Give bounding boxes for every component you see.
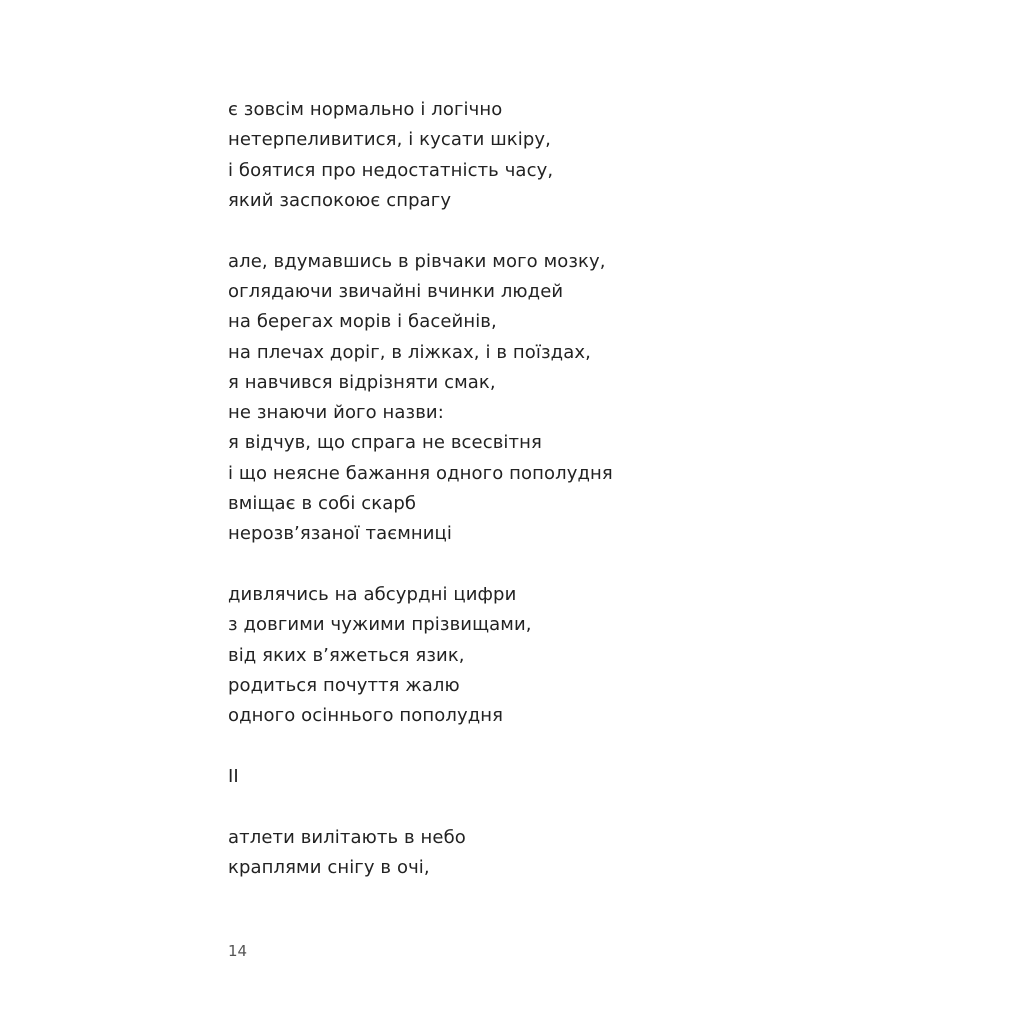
poem-line: я навчився відрізняти смак, [228, 371, 496, 393]
section-heading: II [228, 765, 239, 787]
poem-line [228, 550, 613, 580]
poem-line: нерозв’язаної таємниці [228, 523, 453, 545]
poem-line: є зовсім нормально і логічно [228, 99, 503, 120]
poem-line: який заспокоює спрагу [228, 189, 452, 211]
page-number: 14 [228, 942, 248, 960]
poem-line: з довгими чужими прізвищами, [228, 614, 532, 636]
poem-line [228, 216, 613, 246]
poem-line: атлети вилітають в небо [228, 826, 466, 848]
poem-line: від яких в’яжеться язик, [228, 644, 465, 666]
poem-line: краплями снігу в очі, [228, 856, 430, 878]
poem-line: на берегах морів і басейнів, [228, 311, 497, 333]
poem-line: оглядаючи звичайні вчинки людей [228, 280, 564, 302]
poem-line [228, 792, 613, 822]
poem-line: нетерпеливитися, і кусати шкіру, [228, 129, 551, 151]
poem-line: і що неясне бажання одного пополудня [228, 462, 613, 484]
poem-line: але, вдумавшись в рівчаки мого мозку, [228, 250, 606, 272]
poem-line: я відчув, що спрага не всесвітня [228, 432, 542, 454]
poem-text [228, 95, 613, 883]
poem-line: одного осіннього пополудня [228, 705, 504, 727]
poem-line [228, 732, 613, 762]
poem-line: на плечах доріг, в ліжках, і в поїздах, [228, 341, 591, 363]
poem-line: вміщає в собі скарб [228, 493, 417, 515]
poem-line: дивлячись на абсурдні цифри [228, 584, 517, 605]
poem-line: не знаючи його назви: [228, 402, 444, 424]
poem-line: і боятися про недостатність часу, [228, 159, 554, 181]
poem-line: родиться почуття жалю [228, 674, 460, 696]
